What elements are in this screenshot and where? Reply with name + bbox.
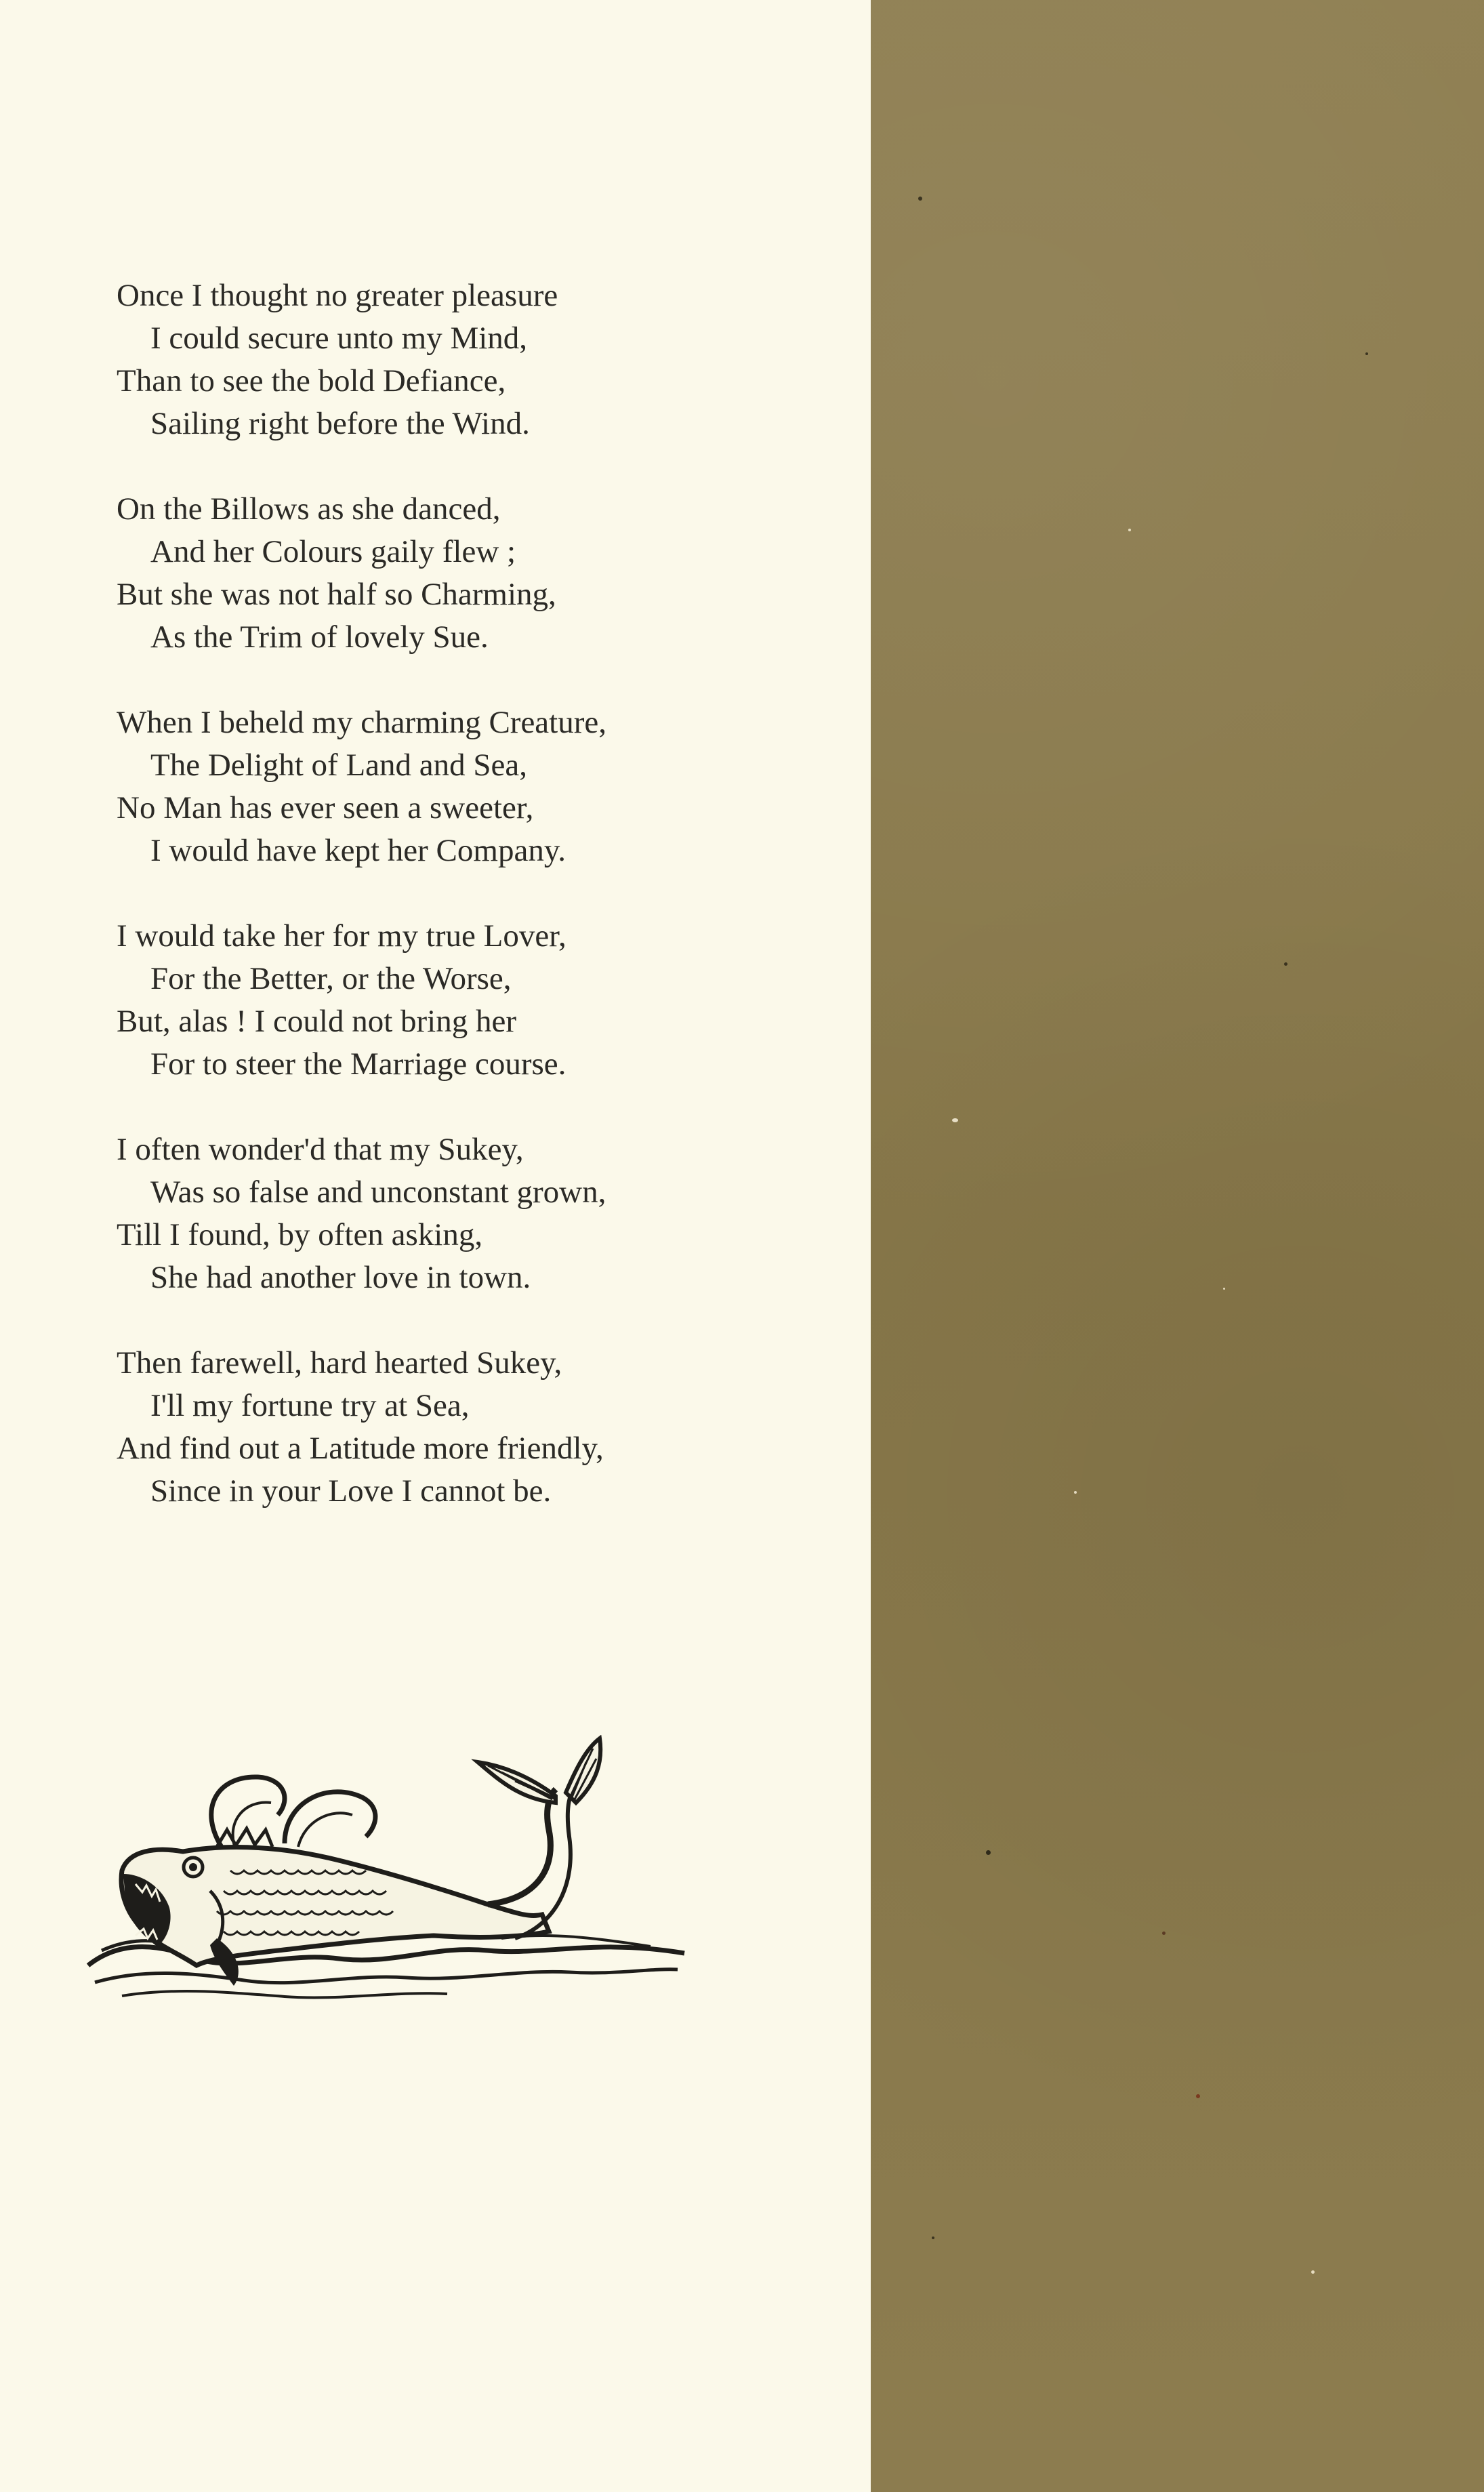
paper-fleck: [1196, 2094, 1200, 2098]
stanza: [117, 701, 828, 872]
poem-line: The Delight of Land and Sea,: [150, 748, 527, 783]
paper-fleck: [1074, 1491, 1077, 1494]
stanza: [117, 1342, 828, 1513]
poem-line: I often wonder'd that my Sukey,: [117, 1132, 524, 1167]
poem-line: She had another love in town.: [150, 1260, 531, 1295]
paper-fleck: [1311, 2270, 1315, 2274]
poem-line: No Man has ever seen a sweeter,: [117, 790, 534, 825]
poem-line: Sailing right before the Wind.: [150, 406, 530, 441]
poem: [117, 274, 828, 1555]
poem-line: And her Colours gaily flew ;: [150, 534, 516, 569]
spouting-whale-woodcut-icon: [81, 1735, 691, 2020]
poem-line: And find out a Latitude more friendly,: [117, 1431, 604, 1466]
paper-fleck: [1162, 1932, 1166, 1935]
poem-line: I would have kept her Company.: [150, 833, 566, 868]
poem-line: Than to see the bold Defiance,: [117, 363, 506, 399]
poem-line: Then farewell, hard hearted Sukey,: [117, 1345, 562, 1381]
stanza: [117, 915, 828, 1086]
poem-line: Was so false and unconstant grown,: [150, 1174, 606, 1210]
poem-line: Since in your Love I cannot be.: [150, 1473, 552, 1509]
poem-line: I could secure unto my Mind,: [150, 321, 528, 356]
paper-fleck: [952, 1118, 958, 1122]
paper-fleck: [1365, 352, 1368, 355]
paper-fleck: [918, 197, 922, 201]
poem-line: For the Better, or the Worse,: [150, 961, 512, 996]
poem-line: But she was not half so Charming,: [117, 577, 556, 612]
poem-line: On the Billows as she danced,: [117, 491, 501, 527]
stanza: [117, 1128, 828, 1299]
paper-fleck: [986, 1850, 991, 1855]
poem-line: I'll my fortune try at Sea,: [150, 1388, 470, 1423]
poem-line: Till I found, by often asking,: [117, 1217, 483, 1252]
poem-line: Once I thought no greater pleasure: [117, 278, 558, 313]
paper-fleck: [1284, 962, 1287, 966]
poem-line: For to steer the Marriage course.: [150, 1046, 566, 1082]
poem-line: But, alas ! I could not bring her: [117, 1004, 516, 1039]
poem-line: When I beheld my charming Creature,: [117, 705, 606, 740]
paper-fleck: [1223, 1288, 1225, 1290]
poem-line: As the Trim of lovely Sue.: [150, 619, 489, 655]
endpaper: [871, 0, 1484, 2492]
paper-fleck: [932, 2236, 934, 2239]
stanza: [117, 488, 828, 659]
paper-fleck: [1128, 529, 1131, 531]
poem-line: I would take her for my true Lover,: [117, 918, 566, 954]
stanza: [117, 274, 828, 445]
